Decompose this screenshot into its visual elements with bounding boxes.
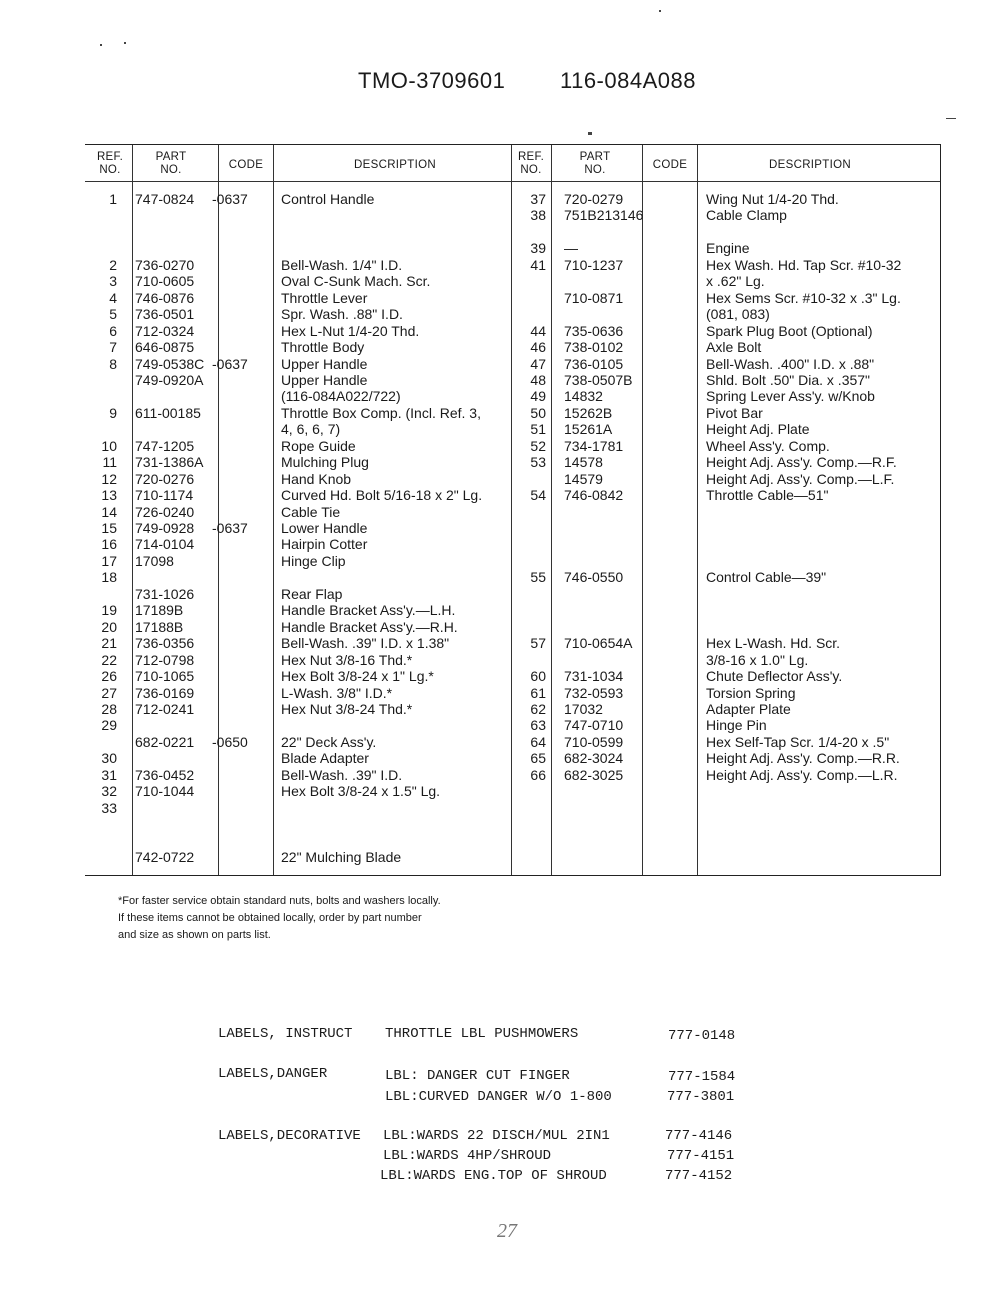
model-code: TMO-3709601 [358,68,506,93]
part-number: 731-1026 [135,585,195,602]
part-description: L-Wash. 3/8" I.D.* [281,684,393,701]
ref-number: 57 [530,635,546,652]
column-rule [132,145,133,875]
ref-number: 17 [101,552,117,569]
ref-number: 48 [530,371,546,388]
scan-speck [124,42,126,44]
part-description: Shld. Bolt .50" Dia. x .357" [706,371,871,388]
part-number: 14832 [564,388,603,405]
label-part-number: 777-0148 [668,1028,736,1044]
part-number: 738-0507B [564,371,633,388]
label-category: LABELS, INSTRUCT [218,1026,353,1042]
ref-number: 30 [101,750,117,767]
ref-number: 51 [530,421,546,438]
part-number: 17098 [135,552,174,569]
label-part-number: 777-4152 [665,1168,733,1184]
part-number: 720-0279 [564,191,624,207]
part-description: 22" Mulching Blade [281,849,402,865]
part-number: 720-0276 [135,470,195,487]
part-description: Hex Nut 3/8-16 Thd.* [281,651,413,668]
footnote-line: and size as shown on parts list. [118,929,271,941]
ref-number: 63 [530,717,546,734]
ref-number: 38 [530,207,546,224]
label-description: LBL:WARDS 22 DISCH/MUL 2IN1 [383,1128,610,1144]
part-description: Chute Deflector Ass'y. [706,668,843,685]
ref-number: 50 [530,404,546,421]
part-description: Height Adj. Plate [706,421,810,438]
ref-number: 21 [101,635,117,652]
ref-number: 5 [109,306,117,323]
ref-number: 13 [101,487,117,504]
header-description-right: DESCRIPTION [769,159,851,171]
ref-number: 54 [530,487,546,504]
part-number: 682-3025 [564,766,624,783]
column-rule [511,145,512,875]
part-number: 646-0875 [135,339,195,356]
part-code: -0637 [212,191,248,207]
scan-speck [100,44,102,46]
part-description: Throttle Box Comp. (Incl. Ref. 3, [281,404,481,421]
part-code: -0637 [212,355,248,372]
part-description: Curved Hd. Bolt 5/16-18 x 2" Lg. [281,487,483,504]
part-number: 747-0824 [135,191,195,207]
part-number: 746-0550 [564,569,624,586]
part-description: Hex Nut 3/8-24 Thd.* [281,700,413,717]
part-description: Hex Bolt 3/8-24 x 1.5" Lg. [281,783,441,800]
ref-number: 66 [530,766,546,783]
ref-number: 19 [101,602,117,619]
label-part-number: 777-4151 [667,1148,735,1164]
header-part-right: PART NO. [579,151,611,176]
part-description: Hex L-Wash. Hd. Scr. [706,635,841,652]
part-description: Hex L-Nut 1/4-20 Thd. [281,322,420,339]
part-description: Hairpin Cotter [281,536,368,553]
part-description: Lower Handle [281,520,368,536]
ref-number: 16 [101,536,117,553]
part-number: 736-0105 [564,355,624,372]
part-description: Cable Clamp [706,207,787,224]
header-description-left: DESCRIPTION [354,159,436,171]
part-number: 710-0605 [135,273,195,290]
part-number: 736-0501 [135,306,195,323]
ref-number: 62 [530,700,546,717]
label-description: LBL:CURVED DANGER W/O 1-800 [385,1089,612,1105]
part-description: Blade Adapter [281,750,369,767]
part-number: 17032 [564,700,603,717]
label-description: LBL:WARDS ENG.TOP OF SHROUD [380,1168,607,1184]
ref-number: 46 [530,339,546,356]
footnote-line: *For faster service obtain standard nuts, bolts and washers locally. [118,895,441,907]
part-description: Spark Plug Boot (Optional) [706,322,873,339]
header-rule [85,181,940,182]
part-description: Control Handle [281,191,375,207]
part-number: 731-1386A [135,454,204,471]
part-number: 712-0798 [135,651,195,668]
parts-table [85,144,941,876]
part-number: 751B213146 [564,207,644,224]
header-code-left: CODE [228,159,264,171]
part-description: Spring Lever Ass'y. w/Knob [706,388,875,405]
part-description: Rear Flap [281,585,343,602]
part-number: 712-0241 [135,700,195,717]
part-number: 746-0876 [135,289,195,306]
part-description: Bell-Wash. 1/4" I.D. [281,256,403,273]
header-ref-left: REF. NO. [96,151,124,176]
ref-number: 60 [530,668,546,685]
column-rule [551,145,552,875]
ref-number: 37 [530,191,546,207]
part-number: 15262B [564,404,613,421]
document-header [358,68,744,94]
part-description: Upper Handle [281,371,368,388]
part-description: Handle Bracket Ass'y.—R.H. [281,618,458,635]
part-number: 17189B [135,602,184,619]
scan-speck [588,132,592,135]
scan-speck [659,10,661,12]
ref-number: 61 [530,684,546,701]
footnote [118,893,441,944]
ref-number: 53 [530,454,546,471]
part-description: Axle Bolt [706,339,762,356]
ref-number: 7 [109,339,117,356]
label-category: LABELS,DANGER [218,1066,328,1082]
part-description: Oval C-Sunk Mach. Scr. [281,273,431,290]
column-rule [697,145,698,875]
header-code-right: CODE [652,159,688,171]
ref-number: 3 [109,273,117,290]
part-description: Torsion Spring [706,684,796,701]
ref-number: 14 [101,503,117,520]
part-number: 17188B [135,618,184,635]
ref-number: 27 [101,684,117,701]
part-number: 749-0920A [135,371,204,388]
part-description: Wheel Ass'y. Comp. [706,437,830,454]
part-number: 710-0654A [564,635,633,652]
ref-number: 6 [109,322,117,339]
part-description: Hex Self-Tap Scr. 1/4-20 x .5" [706,733,890,750]
manual-code: 116-084A088 [559,68,696,93]
part-number: 726-0240 [135,503,195,520]
part-number: 732-0593 [564,684,624,701]
part-description: Bell-Wash. .39" I.D. [281,766,403,783]
column-rule [273,145,274,875]
part-description: Height Adj. Ass'y. Comp.—L.R. [706,766,898,783]
part-description: Adapter Plate [706,700,791,717]
ref-number: 33 [101,799,117,816]
ref-number: 28 [101,700,117,717]
part-description: Hinge Clip [281,552,346,569]
ref-number: 11 [102,454,117,471]
part-number: 682-3024 [564,750,624,767]
label-part-number: 777-3801 [667,1089,735,1105]
part-description: (116-084A022/722) [281,388,401,405]
part-number: 710-1044 [135,783,195,800]
ref-number: 22 [101,651,117,668]
ref-number: 41 [530,256,546,273]
part-number: 736-0356 [135,635,195,652]
part-number: 735-0636 [564,322,624,339]
ref-number: 44 [530,322,546,339]
ref-number: 1 [109,191,117,207]
part-description: Pivot Bar [706,404,763,421]
part-description: Mulching Plug [281,454,369,471]
part-number: 611-00185 [135,404,201,421]
part-description: Height Adj. Ass'y. Comp.—R.R. [706,750,900,767]
part-description: Spr. Wash. .88" I.D. [281,306,403,323]
part-number: 749-0928 [135,520,195,536]
part-description: Control Cable—39" [706,569,827,586]
part-description: Engine [706,240,750,257]
label-description: LBL:WARDS 4HP/SHROUD [383,1148,552,1164]
part-description: Bell-Wash. .39" I.D. x 1.38" [281,635,450,652]
part-number: 714-0104 [135,536,195,553]
part-description: Throttle Lever [281,289,368,306]
page-number: 27 [497,1220,517,1242]
part-description: Hand Knob [281,470,352,487]
ref-number: 4 [109,289,117,306]
footnote-line: If these items cannot be obtained locally, order by part number [118,912,422,924]
part-number: 736-0452 [135,766,195,783]
part-number: 734-1781 [564,437,624,454]
label-part-number: 777-4146 [665,1128,733,1144]
part-description: (081, 083) [706,306,770,323]
header-ref-right: REF. NO. [517,151,545,176]
part-description: Handle Bracket Ass'y.—L.H. [281,602,456,619]
label-description: THROTTLE LBL PUSHMOWERS [385,1026,579,1042]
part-number: 710-0599 [564,733,624,750]
part-description: Hinge Pin [706,717,767,734]
ref-number: 47 [530,355,546,372]
part-number: 747-0710 [564,717,624,734]
part-number: 742-0722 [135,849,195,865]
column-rule [642,145,643,875]
part-number: 731-1034 [564,668,624,685]
part-description: Cable Tie [281,503,341,520]
part-number: 738-0102 [564,339,624,356]
ref-number: 9 [109,404,117,421]
ref-number: 52 [530,437,546,454]
ref-number: 31 [101,766,117,783]
column-rule [218,145,219,875]
label-category: LABELS,DECORATIVE [218,1128,361,1144]
part-number: 710-1174 [135,487,194,504]
part-number: 710-1065 [135,668,195,685]
part-number: 712-0324 [135,322,195,339]
label-description: LBL: DANGER CUT FINGER [385,1068,570,1084]
ref-number: 12 [101,470,117,487]
ref-number: 64 [530,733,546,750]
header-part-left: PART NO. [155,151,187,176]
ref-number: 10 [101,437,117,454]
ref-number: 49 [530,388,546,405]
part-number: 747-1205 [135,437,195,454]
part-description: Bell-Wash. .400" I.D. x .88" [706,355,875,372]
part-description: Throttle Cable—51" [706,487,829,504]
part-number: 14579 [564,470,603,487]
part-number: 736-0270 [135,256,195,273]
part-number: 736-0169 [135,684,195,701]
part-description: Hex Sems Scr. #10-32 x .3" Lg. [706,289,901,306]
part-description: Upper Handle [281,355,368,372]
part-number: 710-0871 [564,289,624,306]
part-number: 749-0538C [135,355,205,372]
ref-number: 39 [530,240,546,257]
part-code: -0650 [212,733,248,750]
part-description: Height Adj. Ass'y. Comp.—R.F. [706,454,897,471]
part-description: 3/8-16 x 1.0" Lg. [706,651,809,668]
ref-number: 20 [101,618,117,635]
part-number: 682-0221 [135,733,195,750]
part-number: 15261A [564,421,613,438]
label-part-number: 777-1584 [668,1069,736,1085]
part-number: 14578 [564,454,603,471]
part-description: Height Adj. Ass'y. Comp.—L.F. [706,470,895,487]
ref-number: 15 [101,520,117,536]
ref-number: 2 [109,256,117,273]
part-description: 22" Deck Ass'y. [281,733,377,750]
part-number: 746-0842 [564,487,624,504]
part-description: Wing Nut 1/4-20 Thd. [706,191,839,207]
scan-speck [946,118,956,119]
part-description: Hex Wash. Hd. Tap Scr. #10-32 [706,256,902,273]
part-number: 710-1237 [564,256,624,273]
ref-number: 18 [101,569,117,586]
ref-number: 55 [530,569,546,586]
part-code: -0637 [212,520,248,536]
part-description: Hex Bolt 3/8-24 x 1" Lg.* [281,668,434,685]
ref-number: 26 [101,668,117,685]
part-description: x .62" Lg. [706,273,765,290]
part-description: Rope Guide [281,437,356,454]
ref-number: 65 [530,750,546,767]
part-description: 4, 6, 6, 7) [281,421,341,438]
ref-number: 29 [101,717,117,734]
part-description: Throttle Body [281,339,365,356]
part-number: — [564,240,578,257]
ref-number: 8 [109,355,117,372]
ref-number: 32 [101,783,117,800]
